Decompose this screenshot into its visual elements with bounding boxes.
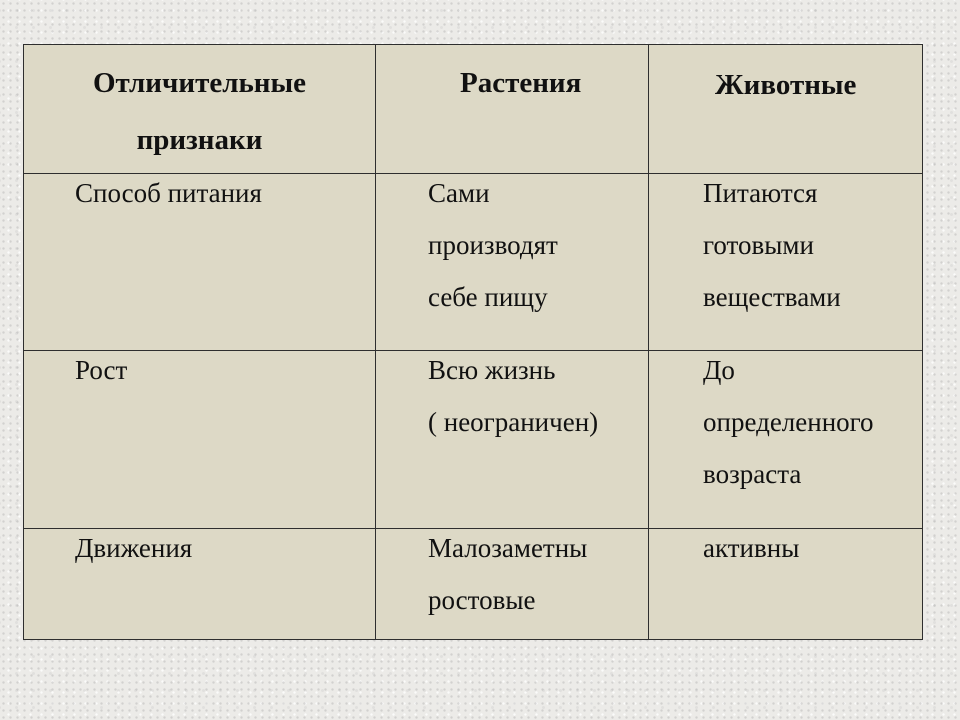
row-movement-feature <box>24 529 376 639</box>
header-animals: Животные <box>715 69 857 101</box>
animals-growth-line-3: возраста <box>703 459 802 489</box>
header-cell-features <box>24 45 376 174</box>
row-nutrition-feature <box>24 174 376 351</box>
row-growth-plants <box>376 351 649 529</box>
comparison-table <box>23 44 923 640</box>
row-growth-feature <box>24 351 376 529</box>
animals-nutrition-line-1: Питаются <box>703 178 818 208</box>
plants-nutrition-line-3: себе пищу <box>428 282 548 312</box>
plants-growth-line-1: Всю жизнь <box>428 355 556 385</box>
animals-nutrition-line-2: готовыми <box>703 230 814 260</box>
row-movement-animals <box>649 529 922 639</box>
plants-movement-line-2: ростовые <box>428 585 536 615</box>
row-movement-plants <box>376 529 649 639</box>
row-nutrition-plants <box>376 174 649 351</box>
animals-movement-line-1: активны <box>703 533 800 563</box>
plants-movement-line-1: Малозаметны <box>428 533 588 563</box>
row-nutrition-animals <box>649 174 922 351</box>
feature-movement: Движения <box>75 533 193 563</box>
header-cell-plants <box>376 45 649 174</box>
header-features-line-2: признаки <box>136 124 263 156</box>
feature-nutrition: Способ питания <box>75 178 262 208</box>
plants-nutrition-line-2: производят <box>428 230 558 260</box>
animals-growth-line-2: определенного <box>703 407 874 437</box>
header-features-line-1: Отличительные <box>92 67 307 99</box>
row-growth-animals <box>649 351 922 529</box>
plants-nutrition-line-1: Сами <box>428 178 490 208</box>
plants-growth-line-2: ( неограничен) <box>428 407 599 437</box>
header-cell-animals <box>649 45 922 174</box>
feature-growth: Рост <box>75 355 128 385</box>
animals-nutrition-line-3: веществами <box>703 282 841 312</box>
animals-growth-line-1: До <box>703 355 735 385</box>
header-plants: Растения <box>460 67 582 99</box>
